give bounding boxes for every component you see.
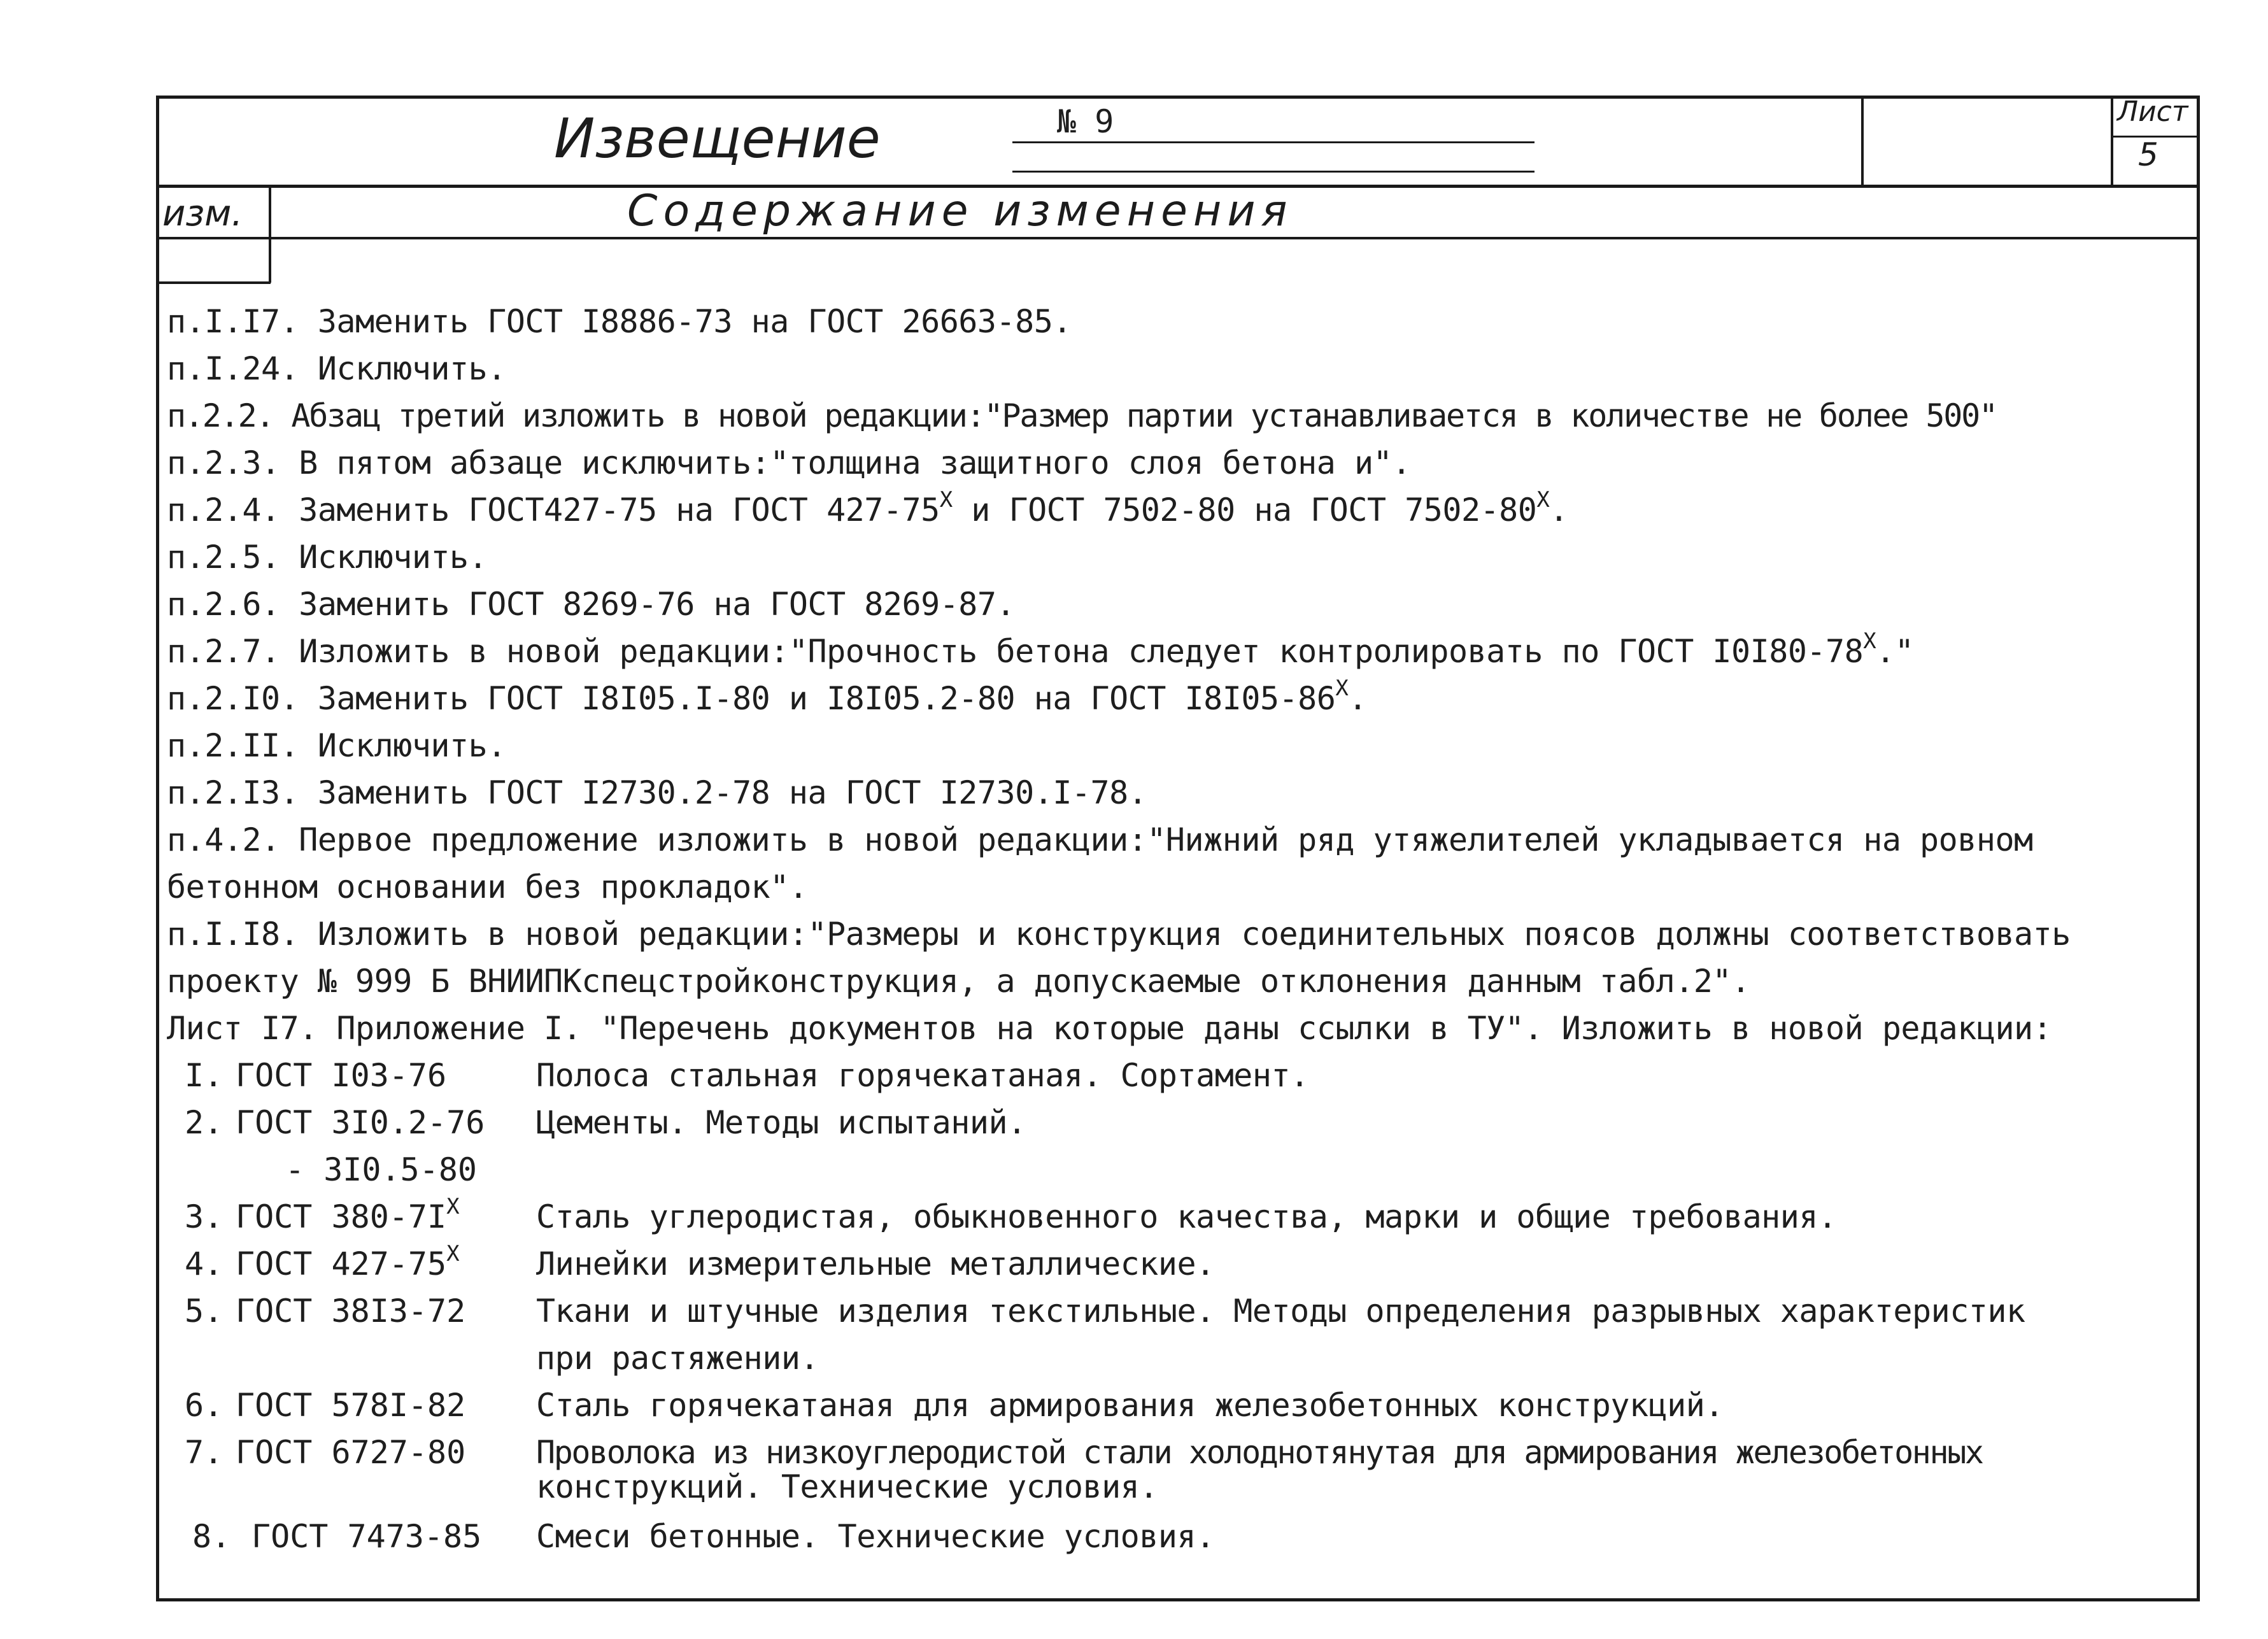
line-p2-4 [167,487,1568,529]
ref-4-number: 4. [185,1245,223,1282]
ref-3-gost [236,1194,460,1235]
line-p2-10-text-b: . [1348,680,1367,717]
sheet-number: 5 [2138,136,2158,173]
ref-2-extra: - 3I0.5-80 [285,1151,478,1188]
line-p1-17: п.I.I7. Заменить ГОСТ I8886-73 на ГОСТ 26663-85. [167,303,1072,340]
ref-7-desc-cont: конструкций. Технические условия. [536,1468,1158,1505]
ref-4-desc: Линейки измерительные металлические. [536,1245,1215,1282]
line-p2-13: п.2.I3. Заменить ГОСТ I2730.2-78 на ГОСТ I2730.I-78. [167,774,1147,811]
ref-1-number: I. [185,1057,223,1094]
line-p2-4-text-a: п.2.4. Заменить ГОСТ427-75 на ГОСТ 427-75 [167,492,940,529]
ref-5-desc-cont: при растяжении. [536,1340,819,1377]
line-p2-10-text-a: п.2.I0. Заменить ГОСТ I8I05.I-80 и I8I05.2-80 на ГОСТ I8I05-86 [167,680,1336,717]
ref-8-number: 8. [192,1518,231,1555]
ref-2-desc: Цементы. Методы испытаний. [536,1104,1026,1141]
ref-7-number: 7. [185,1434,223,1471]
sheet-label: Лист [2117,96,2188,128]
ref-1-desc: Полоса стальная горячекатаная. Сортамент. [536,1057,1309,1094]
superscript-x: X [1536,487,1550,513]
superscript-x: X [1863,628,1876,654]
line-p2-4-text-b: и ГОСТ 7502-80 на ГОСТ 7502-80 [952,492,1537,529]
change-label: изм. [162,193,243,234]
line-p2-10 [167,676,1367,717]
line-p1-24: п.I.24. Исключить. [167,350,506,387]
line-p2-11: п.2.II. Исключить. [167,727,506,764]
document-title: Извещение [554,107,881,171]
change-cell-bottom [156,281,271,284]
line-p2-5: п.2.5. Исключить. [167,539,488,576]
line-p2-7 [167,628,1914,670]
ref-5-desc: Ткани и штучные изделия текстильные. Методы определения разрывных характеристик [536,1293,2025,1330]
line-p1-18-cont: проекту № 999 Б ВНИИПКспецстройконструкция, а допускаемые отклонения данным табл.2". [167,963,1750,1000]
line-p2-2: п.2.2. Абзац третий изложить в новой редакции:"Размер партии устанавливается в количестве не более 500" [167,397,1997,434]
line-p2-7-text-a: п.2.7. Изложить в новой редакции:"Прочность бетона следует контролировать по ГОСТ I0I80-78 [167,633,1864,670]
ref-8-desc: Смеси бетонные. Технические условия. [536,1518,1215,1555]
superscript-x: X [446,1194,460,1219]
superscript-x: X [939,487,953,513]
section-title: Содержание изменения [627,186,1293,236]
ref-8-gost: ГОСТ 7473-85 [252,1518,482,1555]
line-p1-18: п.I.I8. Изложить в новой редакции:"Размеры и конструкция соединительных поясов должны соответствовать [167,916,2071,953]
ref-6-desc: Сталь горячекатаная для армирования железобетонных конструкций. [536,1387,1724,1424]
ref-4-gost-text: ГОСТ 427-75 [236,1245,447,1282]
ref-5-gost: ГОСТ 38I3-72 [236,1293,466,1330]
ref-3-desc: Сталь углеродистая, обыкновенного качества, марки и общие требования. [536,1198,1837,1235]
ref-3-number: 3. [185,1198,223,1235]
header-divider-right [1861,96,1864,186]
superscript-x: X [1335,676,1349,701]
ref-6-gost: ГОСТ 578I-82 [236,1387,466,1424]
line-p2-7-text-b: ." [1876,633,1914,670]
number-underline-2 [1012,171,1534,173]
line-p4-2: п.4.2. Первое предложение изложить в новой редакции:"Нижний ряд утяжелителей укладывается на ровном [167,821,2033,858]
line-p2-3: п.2.3. В пятом абзаце исключить:"толщина защитного слоя бетона и". [167,444,1411,481]
change-cell-divider [269,186,271,283]
ref-4-gost [236,1241,460,1282]
line-p2-4-text-c: . [1549,492,1568,529]
sheet-cell-divider [2111,96,2113,186]
section-bottom-line [156,237,2200,239]
line-p2-6: п.2.6. Заменить ГОСТ 8269-76 на ГОСТ 8269-87. [167,586,1016,623]
ref-7-desc: Проволока из низкоуглеродистой стали холоднотянутая для армирования железобетонных [536,1434,1983,1471]
ref-2-number: 2. [185,1104,223,1141]
line-p4-2-cont: бетонном основании без прокладок". [167,869,808,905]
ref-7-gost: ГОСТ 6727-80 [236,1434,466,1471]
ref-1-gost: ГОСТ I03-76 [236,1057,447,1094]
number-underline-1 [1012,141,1534,143]
ref-5-number: 5. [185,1293,223,1330]
notice-number: № 9 [1057,103,1114,140]
ref-2-gost: ГОСТ 3I0.2-76 [236,1104,485,1141]
superscript-x: X [446,1241,460,1266]
line-sheet-17: Лист I7. Приложение I. "Перечень документов на которые даны ссылки в ТУ". Изложить в новой редакции: [167,1010,2052,1047]
ref-6-number: 6. [185,1387,223,1424]
ref-3-gost-text: ГОСТ 380-7I [236,1198,447,1235]
